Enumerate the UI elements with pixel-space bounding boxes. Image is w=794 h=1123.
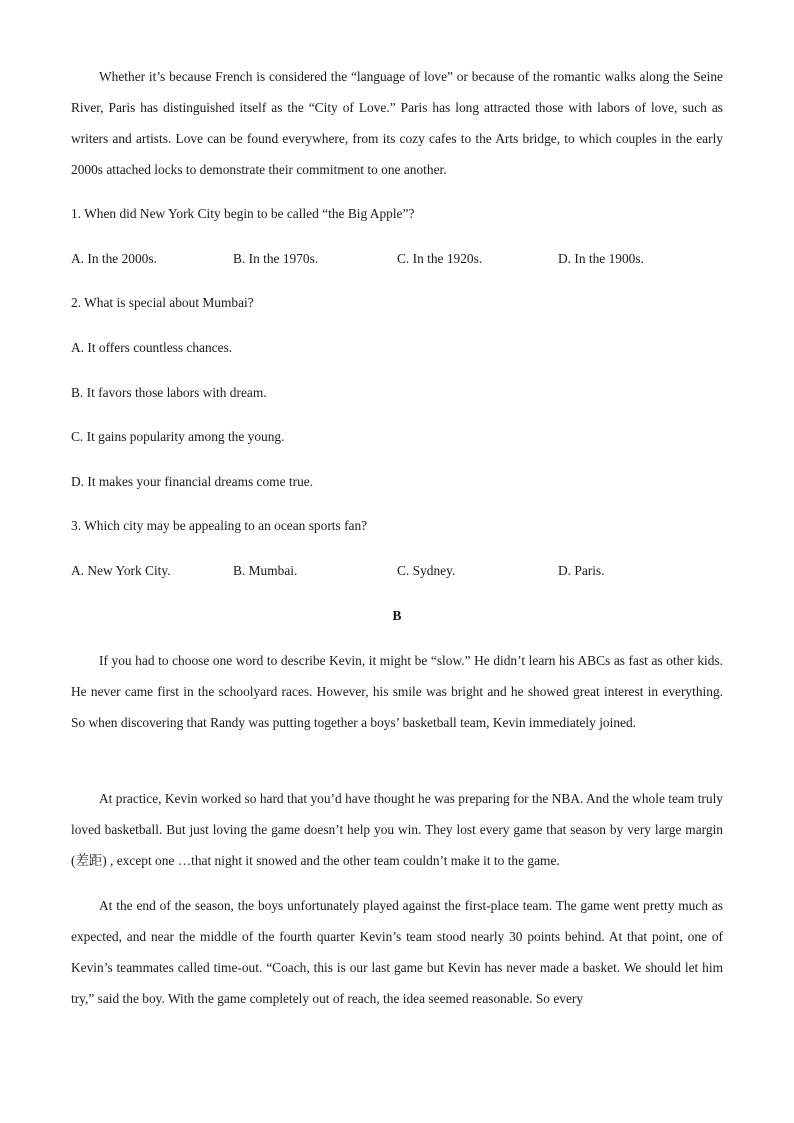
question-3-option-a: A. New York City.: [71, 563, 171, 578]
section-b-paragraph-3: At the end of the season, the boys unfortunately played against the first-place team. The game went pretty much as expected, and near the middle of the fourth quarter Kevin’s team stood nearly 30 points behind. At that point, one of Kevin’s teammates called time-out. “Coach, this is our last game but Kevin has never made a basket. We should let him try,” said the boy. With the game completely out of reach, the idea seemed reasonable. So every: [71, 898, 723, 1006]
question-3-option-c: C. Sydney.: [397, 563, 456, 578]
question-1-stem: 1. When did New York City begin to be called “the Big Apple”?: [71, 206, 415, 221]
question-3-stem: 3. Which city may be appealing to an ocean sports fan?: [71, 518, 368, 533]
question-1-option-a: A. In the 2000s.: [71, 251, 157, 266]
question-2-stem: 2. What is special about Mumbai?: [71, 295, 254, 310]
question-1-option-d: D. In the 1900s.: [558, 251, 644, 266]
question-3-option-b: B. Mumbai.: [233, 563, 298, 578]
question-2-option-c: C. It gains popularity among the young.: [71, 429, 285, 444]
section-b-paragraph-1: If you had to choose one word to describe Kevin, it might be “slow.” He didn’t learn his ABCs as fast as other kids. He never came first in the schoolyard races. However, his smile was bright and he showed great interest in everything. So when discovering that Randy was putting together a boys’ basketball team, Kevin immediately joined.: [71, 653, 723, 730]
question-2-option-a: A. It offers countless chances.: [71, 340, 233, 355]
question-1-options: [71, 249, 723, 269]
question-1-option-c: C. In the 1920s.: [397, 251, 483, 266]
question-2-option-d: D. It makes your financial dreams come true.: [71, 474, 314, 489]
question-1-option-b: B. In the 1970s.: [233, 251, 319, 266]
section-b-heading: B: [392, 608, 402, 623]
question-3-options: [71, 561, 723, 581]
question-2-option-b: B. It favors those labors with dream.: [71, 385, 267, 400]
section-b-paragraph-2: At practice, Kevin worked so hard that you’d have thought he was preparing for the NBA. And the whole team truly loved basketball. But just loving the game doesn’t help you win. They lost every game that season by very large margin (差距) , except one …that night it snowed and the other team couldn’t make it to the game.: [71, 791, 723, 868]
question-3-option-d: D. Paris.: [558, 563, 605, 578]
passage-a-paragraph: Whether it’s because French is considered the “language of love” or because of the romantic walks along the Seine River, Paris has distinguished itself as the “City of Love.” Paris has long attracted those with labors of love, such as writers and artists. Love can be found everywhere, from its cozy cafes to the Arts bridge, to which couples in the early 2000s attached locks to demonstrate their commitment to one another.: [71, 69, 723, 177]
